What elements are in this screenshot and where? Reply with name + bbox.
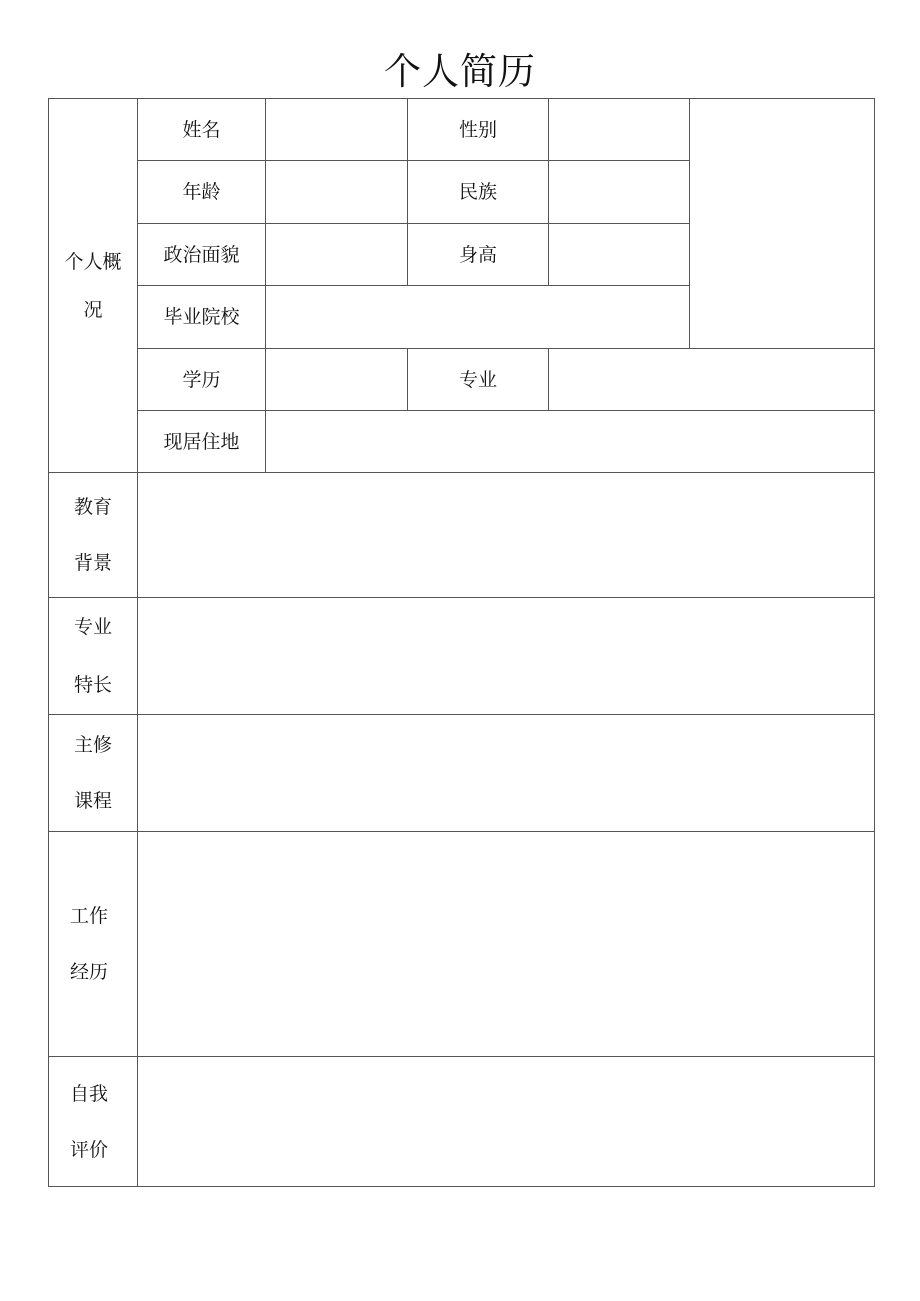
degree-value-cell[interactable] xyxy=(266,349,407,410)
field-label-political-status: 政治面貌 xyxy=(163,243,240,266)
field-label-major: 专业 xyxy=(458,368,497,391)
ethnicity-value-cell[interactable] xyxy=(549,161,689,223)
section-label-specialty-line1: 专业 xyxy=(73,616,112,638)
field-label-height: 身高 xyxy=(458,243,497,266)
field-label-name: 姓名 xyxy=(182,118,221,141)
field-label-age: 年龄 xyxy=(182,181,221,203)
school-value-cell[interactable] xyxy=(266,286,689,348)
field-label-ethnicity: 民族 xyxy=(458,181,497,203)
field-label-gender: 性别 xyxy=(458,118,497,141)
name-value-cell[interactable] xyxy=(266,99,407,160)
age-value-cell[interactable] xyxy=(266,161,407,223)
section-label-self-eval-line2: 评价 xyxy=(69,1138,108,1161)
field-label-residence: 现居住地 xyxy=(163,430,240,453)
section-label-education-line2: 背景 xyxy=(73,552,112,574)
section-label-overview-line2: 况 xyxy=(83,298,103,321)
section-label-overview-line1: 个人概 xyxy=(64,250,122,273)
section-label-courses xyxy=(49,715,137,831)
table-border-bottom xyxy=(48,1186,875,1187)
education-content-cell[interactable] xyxy=(138,473,874,597)
major-value-cell[interactable] xyxy=(549,349,874,410)
section-label-education xyxy=(49,473,137,597)
height-value-cell[interactable] xyxy=(549,224,689,285)
table-border-right xyxy=(874,98,875,1187)
section-label-specialty xyxy=(49,598,137,714)
section-label-work-line1: 工作 xyxy=(69,905,108,927)
photo-cell[interactable] xyxy=(690,99,874,348)
field-label-school: 毕业院校 xyxy=(163,306,240,328)
work-content-cell[interactable] xyxy=(138,832,874,1056)
section-label-self-eval xyxy=(45,1057,133,1186)
political-status-value-cell[interactable] xyxy=(266,224,407,285)
self-eval-content-cell[interactable] xyxy=(138,1057,874,1186)
section-label-work-line2: 经历 xyxy=(69,961,108,983)
section-label-courses-line2: 课程 xyxy=(73,790,112,812)
section-label-education-line1: 教育 xyxy=(73,496,112,518)
field-label-degree: 学历 xyxy=(182,368,221,391)
residence-value-cell[interactable] xyxy=(266,411,874,472)
courses-content-cell[interactable] xyxy=(138,715,874,831)
section-label-self-eval-line1: 自我 xyxy=(69,1082,108,1105)
specialty-content-cell[interactable] xyxy=(138,598,874,714)
section-label-work xyxy=(45,832,133,1056)
page-title: 个人简历 xyxy=(384,50,536,93)
gender-value-cell[interactable] xyxy=(549,99,689,160)
section-label-courses-line1: 主修 xyxy=(73,734,112,756)
section-label-overview xyxy=(49,99,137,472)
section-label-specialty-line2: 特长 xyxy=(73,674,112,696)
